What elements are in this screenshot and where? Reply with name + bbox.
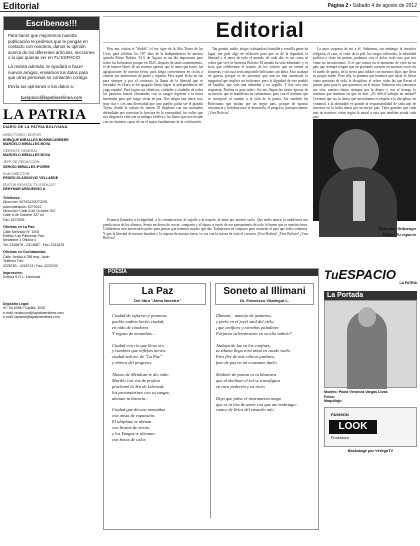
verse: Atalaya de luz en los confines; <box>216 342 272 348</box>
editorial-title: Editorial <box>215 19 305 42</box>
author-name: Dehymar Arduengo <box>378 226 416 231</box>
write-us-text <box>4 30 99 95</box>
credit-label: GERENTE GENERAL <box>3 149 38 154</box>
verse: Ciudad con río que lleva oro <box>112 342 164 348</box>
verse: tu silueta llega a mi alma en raudo vuelo. <box>216 348 292 354</box>
verse: y cumbres que reflejan nieves: <box>112 348 167 354</box>
page-header <box>0 0 420 12</box>
cover-section-title: La Portada <box>324 291 417 300</box>
contact-line: N°: 04-0096 / Casilla: 1026 <box>3 306 45 311</box>
model-label: Modelo: <box>324 390 338 394</box>
contact-line: e-mail: lapatria@lapatriaenlinea.com <box>3 314 60 319</box>
stanza <box>216 372 316 390</box>
logo-newspaper: LA PATRIA <box>399 281 417 285</box>
verse: Ciudad de esfuerzo y promesa, <box>112 313 168 318</box>
contact-line: Calle Mercado N° 1003 <box>3 229 40 234</box>
makeup-label: Maquillaje: <box>324 399 343 403</box>
fashion-text: FASHION <box>331 411 349 417</box>
contact-label: Impresores: <box>3 270 24 275</box>
contact-line: e-mail: redaccion@lapatriaenlinea.com <box>3 310 64 315</box>
verse: los protomártires con su sangre, <box>112 389 171 395</box>
credit-name: SERGIO MIRALLES IPORRE <box>3 164 50 169</box>
verse: y perla en el joyel azul del cielo, <box>216 318 275 324</box>
poem-1-subtitle: Del libro "Alma Nuestra" <box>134 298 181 303</box>
contact-label: Depósito Legal: <box>3 301 30 306</box>
contact-line: Mezanine 1 Oficina 4 <box>3 238 36 243</box>
editorial-text: La pura sorpresa de mi a él. Sabiamos, sin embargo la invasión religiosa, el caos, el color de la piel, los rasgos culturales, la identidad política o clase en primas, podemos con el dolor, todo esto que nos viene no reconocemos. O es que somos en el momento de vivir en un país que siempre tengan que un profundo corazón en nuestras voces en el sueño de patria, de la tierra para hablar con nuestros hijos que lleva su propio sueño. Pero ella, la primera que tenemos que hacer es llevar como patriotas de vida, la disciplina, el orden, todas las que llevan el primer paso para lo que queremos en el futuro. Sabemos nos comunica sus vías, nuestro futuro siempre por la dentro y con el tiempo lo tenemos que tenemos en que es más. ¿Es difícil trabajar en unidad? Creemos que no, lo único que necesitamos es respeto a la disciplina, en voluntad, a la identidad; es grande la responsabilidad de cada uno de nosotros en la lucha diaria por un mejor país. Tales grandes que cada uno de nosotros vivan según la moral a esta que también ayuda cada uno. <box>313 47 416 120</box>
sidebar <box>3 16 100 542</box>
verse: en rara pedrería y en rocío. <box>216 383 266 389</box>
verse: faro de paz en mi constante duelo. <box>216 360 278 366</box>
editorial-column-1 <box>103 47 203 215</box>
credit-name: ENRIQUE MIRALLES BONNECARRERE <box>3 137 69 142</box>
credit-name: DEHYMAR ARDUENGO A. <box>3 187 47 192</box>
verse: con besos de calor. <box>112 436 147 442</box>
poem-1-body <box>112 313 208 449</box>
verse: El altiplano te abraza <box>112 419 152 425</box>
cover-photo <box>324 300 417 388</box>
logo-espacio: ESPACIO <box>338 267 397 282</box>
verse: con ansia de expansión. <box>112 413 156 419</box>
editorial-closing <box>103 218 308 262</box>
verse: Deja que pulse el instrumento mago <box>216 395 282 401</box>
editorial-column-3 <box>313 47 416 120</box>
editorial-text: Estamos llamados a la dignidad, a la comunicación, al orgullo y al respeto, al amor por nuestro suelo. Que nadie nunca, la indolencia nos pueda sacar de los alientos. Sentir un deseo de crecer, compartir y el futuro a través de ese pensamiento de todo lo bueno que es nuestra tierra. Celebremos este aniversario patrio para pensar que tenemos mucho que dar. Trabajemos en conjunto para construir el país que todos soñamos. Y que la libertad de nuestra bandera y la riqueza de nuestra tierra, se vea con la fuerza de todo el corazón ¡Viva Bolivia! ¡Viva Bolivia! ¡Viva Bolivia! <box>103 218 308 241</box>
contact-line: Teléfono Fax: <box>3 259 25 264</box>
page-info: Página 2 • Sábado 4 de agosto de 2012 <box>327 2 417 9</box>
editorial-text: Hoy nos visitan el "diablo", el rey tigre de la Alta Tierra de las Uvas, para celebrar los 187 años de la Independencia de nuestra querida Patria Bolivia. El 6 de Agosto es un día importante para todos los bolivianos porque en 1825, después de tanta sometimiento, el de fuimos libres de un sistema opresor que le tenía que hacer, las agrupaciones de nuestra tierra, para luego convertirnos en ciclos a ventear sus ambiciones de poder y riqueza. Pero aquel lecho no fue para siempre y por el contrario, la llama de la libertad que se encendió en Oruro se ha apagado hasta lograr la independencia del yugo español. Para lograr sus objetivos, ciudades y ciudades de todos los patriotas fueron ofrendadas con su sangre regresan a la tierra heredadas para que luego vivan en paz. Nos alegra una tierra rica, muy rica y con una diversidad que otro pueblo podía ser el planeta Tierra, donde la cultura de fuerza. El altiplano con sus montañas defendidas nos conectan la frescura de la comunidad, los valles que nos alegran la vida con su milagro fértiles y los llanos que nos invade con un cimiento capaz de ser el mejor fundamento de la civilización. <box>103 47 203 124</box>
editorial-column-2 <box>208 47 308 215</box>
contact-line: Dirección: 5279242/5273291 <box>3 200 48 205</box>
write-us-paragraph: Para hacer que mejoremos nuestra publicación te pedimos que te pongas en contacto con nosotros, danos tu opinión acerca de los diferentes artículos, secciones o lo que quieras ver en TU ESPACIO. <box>8 33 95 61</box>
poem-2-body <box>216 313 316 419</box>
verse: Murillo con voz de profeta <box>112 377 160 383</box>
verse: Forjaron tu hermosura en su alto anhelo? <box>216 330 292 336</box>
verse: con brazos de viento, <box>112 425 151 431</box>
verse: rumor de lirios del ensueño mío. <box>216 407 275 413</box>
author-signature <box>313 226 416 238</box>
verse: abonan tu historia... <box>112 395 149 401</box>
verse: y los Yungas te alientan <box>112 431 155 437</box>
tu-espacio-logo <box>324 268 417 282</box>
poetry-section-label: POESÍA <box>104 269 318 276</box>
poetry-divider <box>210 282 211 518</box>
verse: ciudad señora, de "La Paz" <box>112 354 162 360</box>
productora-text: Productora <box>331 435 349 440</box>
stanza <box>216 396 316 414</box>
contact-line: Calle 6 de Octubre 337 #4 <box>3 213 44 218</box>
stanza <box>112 313 208 337</box>
contact-line: Editora S.R.L. Larricada <box>3 275 41 280</box>
model-name: Paola Verónica Vargas Llosa <box>338 390 388 394</box>
verse: y obrera del progreso. <box>112 360 152 366</box>
credit-name: MARCELO MIRALLES BOVA <box>3 153 51 158</box>
stanza <box>216 343 316 367</box>
credit-label: DIRECTORIO / EDITOR <box>3 133 41 138</box>
contact-line: Administración: 5279242 <box>3 204 42 209</box>
poem-2-title: Soneto al Illimani <box>223 286 306 297</box>
contact-line: Calle Jordán # 286 esq. Junín <box>3 254 50 259</box>
verse: Ciudad que devora montañas <box>112 407 166 413</box>
stanza <box>112 372 208 402</box>
section-title: Editorial <box>3 0 40 11</box>
verse: Eres flor de mis célicos jardines, <box>216 354 275 360</box>
write-us-email[interactable]: tuespacio@lapatriaenlinea.com <box>20 95 83 101</box>
credits-block <box>3 133 100 319</box>
verse: Alonso de Mendoza te dio vida: <box>112 372 170 378</box>
logo-tu: Tu <box>324 268 339 282</box>
stanza <box>216 313 316 337</box>
fashion-look-ad <box>324 407 417 447</box>
verse: que al declinar el sol se transfigura <box>216 377 281 383</box>
verse: en nido de cóndores <box>112 324 149 330</box>
write-us-paragraph: Envía tus opiniones o tus datos a: <box>8 83 74 89</box>
verse: pueblo andino hecho ciudad, <box>112 318 165 324</box>
credit-name: PEDRO GLASINOVIC VELLARDE <box>3 176 59 181</box>
poem-2-subtitle: Dr. Francisco Viladegut L. <box>239 298 290 303</box>
verse: proclamó la Tea de Libertad: <box>112 383 165 389</box>
credit-label: EDITOR REVISTA "TU ESPACIO" <box>3 183 57 187</box>
contact-line: Tel: 2316878 - 2314687 - Fax: 2311878 <box>3 242 65 247</box>
verse: ¡qué artífices y extraños paladines <box>216 324 279 330</box>
right-column <box>324 268 417 453</box>
look-text: LOOK <box>329 420 377 434</box>
verse: Símbolo de pureza es tu blancura <box>216 372 277 378</box>
contact-line: 4228783 - 4226713 / Fax: 4223700 <box>3 263 58 268</box>
contact-label: Teléfonos: <box>3 195 21 200</box>
author-role: Editor Tu espacio <box>382 232 416 237</box>
contact-label: Oficinas en Cochabamba: <box>3 250 46 255</box>
newspaper-tagline: DIARIO DE LA PATRIA BOLIVIANA <box>3 125 68 130</box>
credit-label: SUB-DIRECTOR <box>3 171 30 176</box>
editorial-title-bar <box>103 16 417 43</box>
credit-name: MARCELO MIRALLES BOVA <box>3 142 51 147</box>
newspaper-logo: LA PATRIA <box>3 108 100 124</box>
poem-1-title: La Paz <box>141 286 174 297</box>
backstage-credit: Backstage por VértigoTV <box>347 448 394 453</box>
verse: que es tu lira de amor con que me embriago: <box>216 401 298 407</box>
author-photo <box>313 119 416 221</box>
stanza <box>112 343 208 367</box>
contact-line: Dirección: Calle 6 de Octubre 337 <box>3 209 56 214</box>
editorial-header <box>103 16 417 43</box>
verse: Y regazo de montañas... <box>112 330 156 336</box>
contact-line: Edificio Las Palmeras Piso <box>3 234 45 239</box>
page-number: Página 2 <box>327 2 349 9</box>
write-us-paragraph: La revista además, te ayudará a hacer nuevos amigos, enviamos tus datos para que otras personas se contacten contigo. <box>8 63 89 81</box>
cover-credits <box>324 390 417 404</box>
stanza <box>112 407 208 442</box>
credit-label: JEFE DE REDACCIÓN <box>3 160 40 165</box>
contact-label: Oficinas en La Paz: <box>3 225 36 230</box>
editorial-text: Tan grande, noble, alegre, trabajadora, humilde y sencilla gente de lugar, me pide algo de reflexión para que se dé la dignidad, la libertad y el amor de todo el mundo, de cada día: es así como se cobra que vive la hermosa Bolivia: El mundo ha sido admirado: y es hora que celebremos el triunfo de los valores que no tienen ni fronteras y sin cual sería imposible bolivianos sin alma. Esto acabará en guerra, porque es de personas que aun no han arrancado la magnitud que implica ser boliviano; pero la dignidad de este pueblo de batallas, que vale una identidad y un orgullo. Y hay una sola respuesta: Bolivia es para todos. Así nos llegan las tristes épocas de su nación, que se manifiesta en sufrimiento, pero con el arrebato que se incorporó al camino a la vida de la patria. Así también las Bolivianas que luchan por un mejor país, porque de nuestra resistencia y fortaleza nace el desarrollo, el progreso, para proclamar: ¡Viva Bolivia! <box>208 47 308 115</box>
write-us-box <box>3 16 100 104</box>
photos-label: Fotos: <box>324 394 335 399</box>
contact-line: Fax: 5279255 <box>3 217 25 222</box>
page-date: Sábado 4 de agosto de 2012 <box>352 2 417 9</box>
write-us-title: Escríbenos!!! <box>4 17 99 30</box>
verse: Illimani... manojo de jazmines, <box>216 313 272 318</box>
